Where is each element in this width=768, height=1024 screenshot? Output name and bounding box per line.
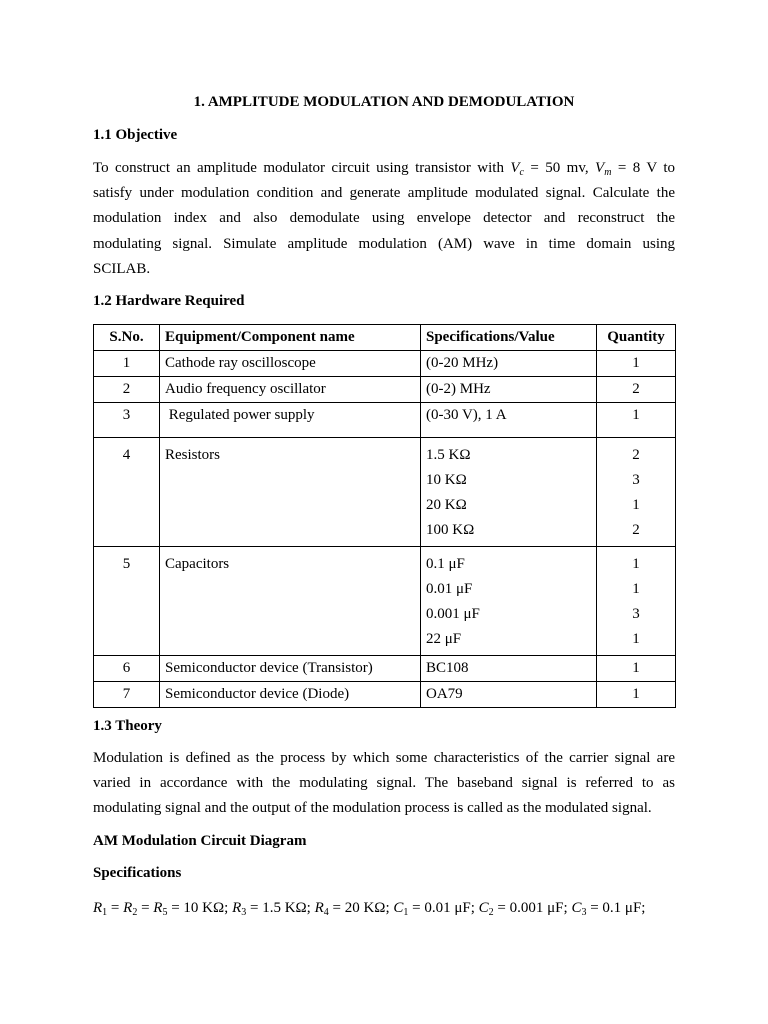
cell-quantity-line: 2 <box>632 447 640 463</box>
cell-specification-line: (0-2) MHz <box>426 381 491 397</box>
cell-specification-line: 100 KΩ <box>426 522 475 538</box>
table-row <box>94 403 676 438</box>
cell-quantity <box>597 547 676 656</box>
cell-specification <box>421 351 597 377</box>
cell-quantity <box>597 656 676 682</box>
col-header-quantity: Quantity <box>597 325 676 351</box>
component-subscript: 1 <box>102 907 108 918</box>
component-subscript: 3 <box>581 907 587 918</box>
component-symbol: C <box>571 900 582 916</box>
cell-equipment-name: Audio frequency oscillator <box>160 377 421 403</box>
cell-specification-line: (0-30 V), 1 A <box>426 407 507 423</box>
cell-equipment-name: Semiconductor device (Transistor) <box>160 656 421 682</box>
spec-text: = 0.1 μF; <box>586 900 646 916</box>
objective-paragraph <box>93 156 675 282</box>
cell-quantity <box>597 682 676 708</box>
cell-specification <box>421 438 597 547</box>
theory-line-2: varied in accordance with the modulating signal. The baseband signal is referred to as <box>93 775 675 792</box>
cell-specification-line: BC108 <box>426 660 469 676</box>
cell-quantity <box>597 377 676 403</box>
table-row <box>94 377 676 403</box>
spec-text: = <box>137 900 154 916</box>
objective-heading: 1.1 Objective <box>93 127 178 143</box>
objective-line-3: modulation index and also demodulate using envelope detector and reconstruct the <box>93 210 675 227</box>
col-header-sno: S.No. <box>94 325 160 351</box>
cell-equipment-name: Regulated power supply <box>160 403 421 438</box>
cell-specification <box>421 656 597 682</box>
cell-equipment-name: Semiconductor device (Diode) <box>160 682 421 708</box>
table-header-row <box>94 325 676 351</box>
theory-line-1: Modulation is defined as the process by which some characteristics of the carrier signal are <box>93 750 675 766</box>
cell-specification <box>421 682 597 708</box>
col-header-equipment: Equipment/Component name <box>160 325 421 351</box>
cell-sno: 4 <box>94 438 160 547</box>
table-row <box>94 351 676 377</box>
spec-text: = 0.01 μF; <box>408 900 479 916</box>
spec-text: = <box>107 900 124 916</box>
hardware-heading: 1.2 Hardware Required <box>93 293 245 309</box>
table-row <box>94 547 676 656</box>
objective-line-4: modulating signal. Simulate amplitude modulation (AM) wave in time domain using <box>93 235 675 252</box>
cell-specification-line: 22 μF <box>426 631 462 647</box>
cell-specification <box>421 377 597 403</box>
component-subscript: 3 <box>241 907 247 918</box>
component-subscript: 2 <box>132 907 138 918</box>
document-title: 1. AMPLITUDE MODULATION AND DEMODULATION <box>193 94 575 110</box>
component-subscript: 4 <box>323 907 329 918</box>
circuit-diagram-heading: AM Modulation Circuit Diagram <box>93 833 307 849</box>
component-symbol: R <box>123 900 133 916</box>
cell-specification-line: 0.001 μF <box>426 606 480 622</box>
component-symbol: C <box>393 900 404 916</box>
table-row <box>94 682 676 708</box>
cell-specification <box>421 403 597 438</box>
component-symbol: R <box>93 900 103 916</box>
cell-quantity-line: 1 <box>632 660 640 676</box>
cell-quantity <box>597 403 676 438</box>
objective-line-2: satisfy under modulation condition and generate amplitude modulated signal. Calculate the <box>93 185 675 202</box>
table-row <box>94 656 676 682</box>
component-subscript: 5 <box>162 907 168 918</box>
theory-paragraph <box>93 746 675 822</box>
cell-sno: 3 <box>94 403 160 438</box>
cell-quantity-line: 3 <box>632 472 640 488</box>
cell-quantity-line: 1 <box>632 581 640 597</box>
cell-equipment-name: Cathode ray oscilloscope <box>160 351 421 377</box>
specifications-values <box>93 896 675 921</box>
cell-specification <box>421 547 597 656</box>
component-symbol: C <box>478 900 489 916</box>
spec-text: = 1.5 KΩ; <box>246 900 315 916</box>
cell-quantity-line: 1 <box>632 556 640 572</box>
cell-specification-line: 1.5 KΩ <box>426 447 471 463</box>
cell-quantity-line: 2 <box>632 381 640 397</box>
cell-specification-line: 20 KΩ <box>426 497 467 513</box>
spec-text: = 10 KΩ; <box>167 900 233 916</box>
cell-sno: 6 <box>94 656 160 682</box>
cell-sno: 5 <box>94 547 160 656</box>
cell-specification-line: 10 KΩ <box>426 472 467 488</box>
component-symbol: R <box>153 900 163 916</box>
cell-quantity-line: 3 <box>632 606 640 622</box>
cell-specification-line: OA79 <box>426 686 463 702</box>
theory-line-3: modulating signal and the output of the modulation process is called as the modulated signal. <box>93 800 652 817</box>
cell-quantity-line: 1 <box>632 355 640 371</box>
specifications-heading: Specifications <box>93 865 182 881</box>
cell-quantity-line: 1 <box>632 497 640 513</box>
cell-specification-line: 0.01 μF <box>426 581 473 597</box>
theory-heading: 1.3 Theory <box>93 718 162 734</box>
spec-text: = 0.001 μF; <box>493 900 572 916</box>
component-subscript: 2 <box>488 907 494 918</box>
spec-text: = 20 KΩ; <box>328 900 394 916</box>
cell-quantity-line: 1 <box>632 631 640 647</box>
col-header-specifications: Specifications/Value <box>421 325 597 351</box>
component-symbol: R <box>232 900 242 916</box>
objective-line-1: To construct an amplitude modulator circuit using transistor with $V_c = 50$ mv, $V_m = 8$ V to <box>93 160 675 178</box>
cell-equipment-name: Capacitors <box>160 547 421 656</box>
cell-quantity <box>597 438 676 547</box>
cell-equipment-name: Resistors <box>160 438 421 547</box>
table-row <box>94 438 676 547</box>
component-subscript: 1 <box>403 907 409 918</box>
cell-sno: 2 <box>94 377 160 403</box>
specifications-line <box>93 896 675 921</box>
cell-quantity-line: 1 <box>632 686 640 702</box>
cell-specification-line: 0.1 μF <box>426 556 465 572</box>
cell-quantity-line: 1 <box>632 407 640 423</box>
cell-specification-line: (0-20 MHz) <box>426 355 499 371</box>
cell-quantity <box>597 351 676 377</box>
cell-sno: 7 <box>94 682 160 708</box>
cell-sno: 1 <box>94 351 160 377</box>
component-symbol: R <box>314 900 324 916</box>
hardware-table <box>93 324 676 708</box>
objective-line-5: SCILAB. <box>93 260 151 277</box>
cell-quantity-line: 2 <box>632 522 640 538</box>
